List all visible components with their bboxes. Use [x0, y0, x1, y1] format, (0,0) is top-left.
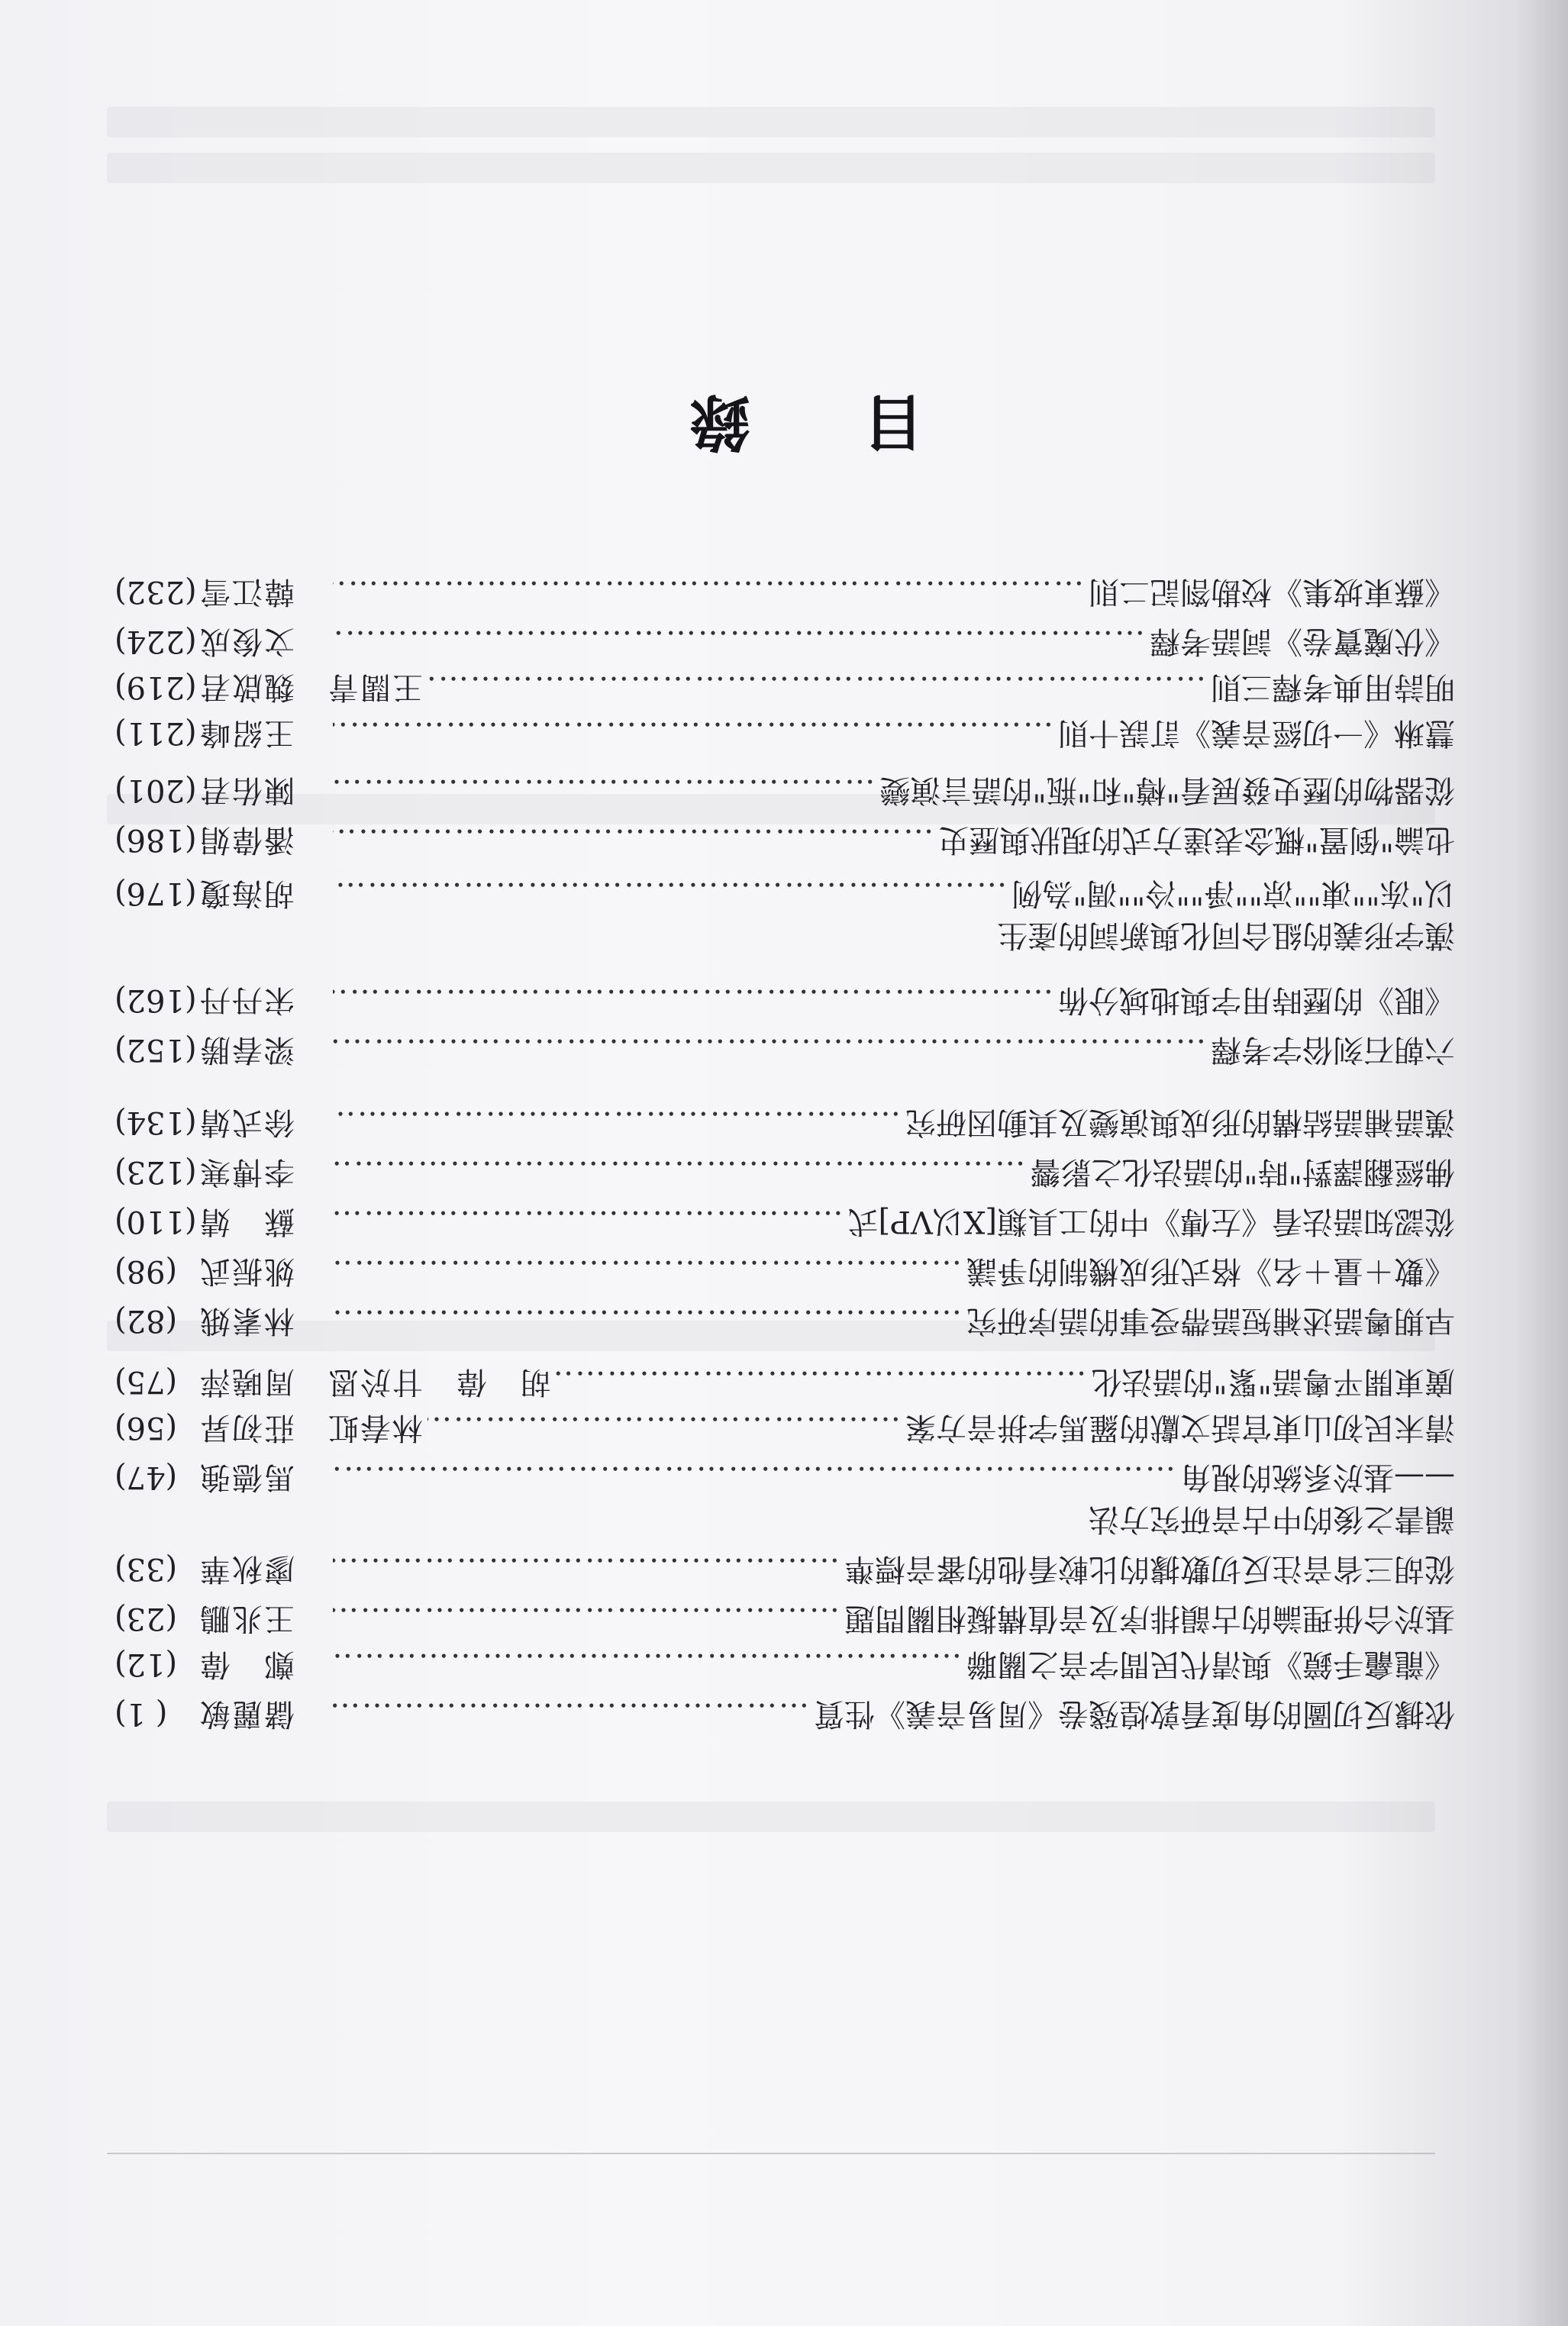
entry-page: (152)	[115, 1032, 197, 1067]
toc-entry	[115, 1248, 1455, 1294]
dot-leader	[333, 1691, 809, 1737]
dot-leader	[333, 767, 875, 813]
entry-title: 《蘇東坡集》校勘劄記二則	[1089, 574, 1455, 609]
entry-author: 王闊青 魏啟君	[198, 669, 423, 705]
entry-page: (134)	[115, 1105, 197, 1140]
entry-author: 梁春勝	[198, 1032, 295, 1067]
toc-entry	[115, 710, 1455, 756]
entry-author: 徐式婧	[198, 1105, 295, 1140]
toc-entry	[115, 977, 1455, 1023]
toc-entry	[115, 1496, 1455, 1542]
toc-entry	[115, 1198, 1455, 1244]
dot-leader	[333, 870, 1007, 916]
dot-leader	[333, 710, 1053, 756]
toc-entry	[115, 817, 1455, 863]
dot-leader	[333, 1099, 901, 1145]
entry-author: 林春虹 莊初昇	[198, 1410, 423, 1445]
entry-page: (56)	[115, 1410, 178, 1445]
dot-leader	[556, 1359, 1086, 1405]
entry-page: (23)	[115, 1601, 178, 1636]
toc-entry	[115, 1027, 1455, 1073]
toc-entry	[115, 767, 1455, 813]
toc-entry	[115, 1405, 1455, 1450]
toc-entry	[115, 664, 1455, 710]
dot-leader	[333, 1595, 840, 1641]
dot-leader	[333, 977, 1053, 1023]
entry-author: 鄭 偉	[198, 1647, 295, 1682]
toc-entry	[115, 618, 1455, 664]
entry-title: 六朝石刻俗字考釋	[1211, 1032, 1455, 1067]
toc-entry	[115, 912, 1455, 958]
entry-title: 韻書之後的中古音研究方法	[1089, 1502, 1455, 1537]
dot-leader	[333, 618, 1145, 664]
entry-page: (12)	[115, 1647, 178, 1682]
toc-entry	[115, 1454, 1455, 1500]
dot-leader	[333, 1641, 962, 1687]
entry-title: 從胡三省音注反切數據的比較看他的審音標準	[844, 1551, 1455, 1586]
entry-page: (219)	[115, 669, 197, 705]
entry-author: 儲麗敏	[198, 1696, 295, 1731]
toc-entry	[115, 569, 1455, 615]
entry-title: 漢字形義的組合同化與新詞的產生	[997, 918, 1455, 953]
entry-author: 潘偉娟	[198, 822, 295, 857]
toc-entry	[115, 870, 1455, 916]
entry-page: (98)	[115, 1253, 178, 1289]
dot-leader	[333, 1454, 1176, 1500]
toc-entry	[115, 1546, 1455, 1592]
entry-author: 馬德強	[198, 1460, 295, 1495]
entry-title: 基於合併理論的古韻排序及音值構擬相關問題	[844, 1601, 1455, 1636]
entry-author: 廖秋華	[198, 1551, 295, 1586]
entry-page: (232)	[115, 574, 197, 609]
entry-page: (110)	[115, 1204, 197, 1239]
entry-author: 文俊成	[198, 624, 295, 659]
entry-author: 宋丹丹	[198, 982, 295, 1018]
entry-title: 《眼》的歷時用字與地域分佈	[1058, 982, 1455, 1018]
dot-leader	[333, 1298, 962, 1344]
entry-title: ——基於系統的視角	[1180, 1460, 1455, 1495]
entry-page: (47)	[115, 1460, 178, 1495]
entry-title: 慧琳《一切經音義》訂誤十則	[1058, 715, 1455, 750]
entry-title: 漢語補語結構的形成與演變及其動因研究	[905, 1105, 1455, 1140]
entry-author: 林素娥	[198, 1303, 295, 1338]
dot-leader	[333, 1198, 844, 1244]
toc-heading: 目 錄	[644, 386, 924, 458]
entry-title: 明詩用典考釋三則	[1211, 669, 1455, 705]
entry-page: (82)	[115, 1303, 178, 1338]
entry-title: 早期粵語述補短語帶受事的語序研究	[966, 1303, 1455, 1338]
entry-author: 胡 偉 甘於恩 周曉萍	[198, 1364, 551, 1399]
toc-entry	[115, 1149, 1455, 1195]
entry-title: 《伏魔寶卷》詞語考釋	[1150, 624, 1455, 659]
entry-page: ( 1)	[115, 1696, 168, 1731]
entry-page: (176)	[115, 876, 197, 911]
entry-title: 《龍龕手鏡》與清代民間字音之關聯	[966, 1647, 1455, 1682]
dot-leader	[333, 1149, 1025, 1195]
toc-entry	[115, 1298, 1455, 1344]
entry-author: 胡海瓊	[198, 876, 295, 911]
dot-leader	[333, 569, 1084, 615]
entry-author: 姚振武	[198, 1253, 295, 1289]
toc-entry	[115, 1641, 1455, 1687]
dot-leader	[427, 664, 1206, 710]
entry-title: 《數＋量＋名》格式形成機制的爭議	[966, 1253, 1455, 1289]
toc-entry	[115, 1099, 1455, 1145]
entry-page: (224)	[115, 624, 197, 659]
entry-title: 依據反切圖的角度看敦煌殘卷《周易音義》性質	[814, 1696, 1455, 1731]
entry-page: (123)	[115, 1154, 197, 1189]
entry-page: (186)	[115, 822, 197, 857]
entry-page: (33)	[115, 1551, 178, 1586]
entry-title: 以"冻""凍""凉""凈""冷""凋"為例	[1011, 876, 1455, 911]
entry-page: (211)	[115, 715, 197, 750]
entry-author: 王紹峰	[198, 715, 295, 750]
entry-title: 從認知語法看《左傳》中的工具類[X以VP]式	[847, 1204, 1455, 1239]
entry-title: 清末民初山東官話文獻的羅馬字拼音方案	[905, 1410, 1455, 1445]
entry-title: 從器物的歷史發展看"樽"和"瓶"的語言演變	[879, 773, 1455, 808]
entry-author: 韓江雪	[198, 574, 295, 609]
entry-page: (75)	[115, 1364, 178, 1399]
entry-title: 也論"倒置"概念表達方式的現狀與歷史	[938, 822, 1455, 857]
dot-leader	[333, 1248, 962, 1294]
dot-leader	[333, 817, 934, 863]
entry-title: 佛經翻譯對"時"的語法化之影響	[1030, 1154, 1455, 1189]
entry-page: (162)	[115, 982, 197, 1018]
toc-entry	[115, 1359, 1455, 1405]
toc-entry	[115, 1691, 1455, 1737]
entry-author: 李博寒	[198, 1154, 295, 1189]
toc-entry	[115, 1595, 1455, 1641]
entry-author: 陳佑君	[198, 773, 295, 808]
dot-leader	[427, 1405, 901, 1450]
dot-leader	[333, 1027, 1206, 1073]
entry-page: (201)	[115, 773, 197, 808]
entry-author: 王兆鵬	[198, 1601, 295, 1636]
entry-author: 蘇 婧	[198, 1204, 295, 1239]
dot-leader	[333, 1546, 840, 1592]
entry-title: 廣東開平粵語"緊"的語法化	[1091, 1364, 1455, 1399]
